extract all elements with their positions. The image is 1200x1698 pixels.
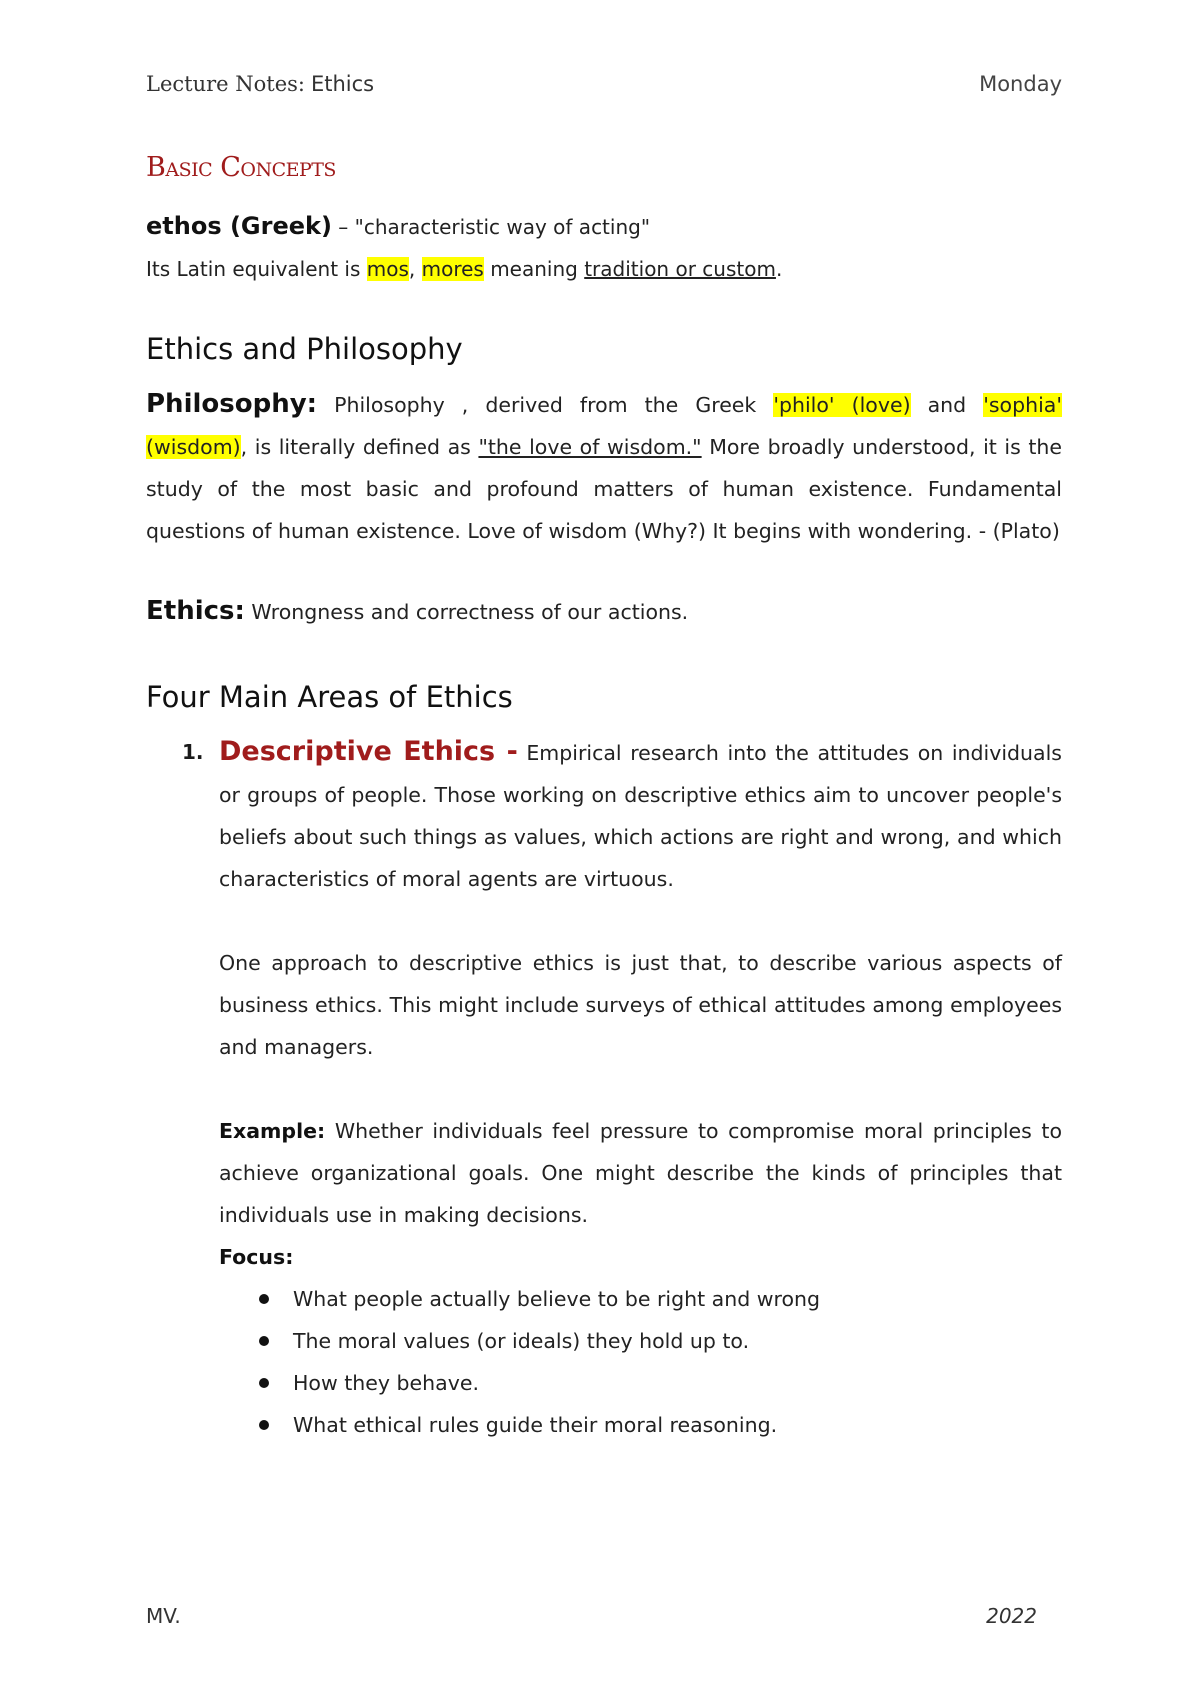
latin-text: Its Latin equivalent is (146, 257, 367, 281)
footer-year: 2022 (986, 1604, 1037, 1628)
period-text: . (775, 257, 783, 281)
bullet-icon (259, 1378, 269, 1388)
philosophy-text-2: , is literally defined as (240, 435, 479, 459)
philosophy-and: and (910, 393, 984, 417)
heading-four-main-areas: Four Main Areas of Ethics (146, 680, 513, 714)
example-label: Example: (219, 1119, 326, 1143)
focus-label: Focus: (219, 1245, 294, 1269)
ethos-term: ethos (Greek) (146, 212, 332, 240)
highlight-mos: mos (366, 257, 409, 281)
bullet-icon (259, 1294, 269, 1304)
section-title-basic-concepts: Basic Concepts (146, 152, 336, 183)
focus-list (219, 1278, 1062, 1446)
ethos-definition (146, 210, 1062, 243)
focus-item-text: How they behave. (293, 1371, 479, 1395)
header-label: Lecture Notes: (146, 72, 305, 96)
comma-text: , (408, 257, 422, 281)
focus-item (249, 1320, 1062, 1362)
header-day: Monday (979, 72, 1062, 96)
ethics-definition (146, 590, 1062, 633)
underlined-love-of-wisdom: "the love of wisdom." (478, 435, 702, 459)
focus-item-text: The moral values (or ideals) they hold up to. (293, 1329, 750, 1353)
footer-author: MV. (146, 1604, 181, 1628)
philosophy-paragraph (146, 383, 1062, 552)
descriptive-approach-paragraph: One approach to descriptive ethics is just that, to describe various aspects of business ethics. This might include surveys of ethical attitudes among employees and managers. (219, 951, 1062, 1059)
focus-item-text: What people actually believe to be right and wrong (293, 1287, 821, 1311)
example-paragraph (219, 1110, 1062, 1236)
descriptive-ethics-title: Descriptive Ethics - (219, 736, 518, 767)
meaning-text: meaning (483, 257, 585, 281)
page-footer (146, 1604, 1037, 1628)
ethics-term: Ethics: (146, 596, 245, 626)
focus-item (249, 1362, 1062, 1404)
list-number: 1. (182, 740, 204, 764)
highlight-sophia: 'sophia' (wisdom) (146, 393, 1062, 459)
philosophy-text-1: Philosophy , derived from the Greek (317, 393, 774, 417)
heading-ethics-and-philosophy: Ethics and Philosophy (146, 332, 463, 366)
bullet-icon (259, 1336, 269, 1346)
bullet-icon (259, 1420, 269, 1430)
focus-item-text: What ethical rules guide their moral reasoning. (293, 1413, 778, 1437)
philosophy-text-3: More broadly understood, it is the study of the most basic and profound matters of human existence. Fundamental questions of human existence. Love of wisdom (Why?) It begins with wondering. - (Plato) (146, 435, 1062, 543)
philosophy-term: Philosophy: (146, 389, 318, 419)
focus-item (249, 1278, 1062, 1320)
latin-equivalent-line (146, 253, 1062, 285)
ethos-def-text: – "characteristic way of acting" (331, 215, 651, 239)
list-item-descriptive-ethics (146, 731, 1062, 1446)
header-subject: Ethics (310, 72, 375, 96)
spacer (219, 1068, 1062, 1110)
highlight-philo: 'philo' (love) (773, 393, 911, 417)
example-text: Whether individuals feel pressure to compromise moral principles to achieve organizational goals. One might describe the kinds of principles that individuals use in making decisions. (219, 1119, 1062, 1227)
highlight-mores: mores (421, 257, 484, 281)
spacer (219, 900, 1062, 942)
focus-item (249, 1404, 1062, 1446)
descriptive-ethics-text: Empirical research into the attitudes on individuals or groups of people. Those working on descriptive ethics aim to uncover people's beliefs about such things as values, which actions are right and wrong, and which characteristics of moral agents are virtuous. (219, 741, 1062, 891)
descriptive-ethics-paragraph (219, 731, 1062, 900)
header-title (146, 72, 374, 96)
underlined-tradition: tradition or custom (584, 257, 776, 281)
ethics-def-text: Wrongness and correctness of our actions. (244, 600, 689, 624)
document-body (146, 148, 1062, 1446)
page-header (146, 72, 1062, 102)
